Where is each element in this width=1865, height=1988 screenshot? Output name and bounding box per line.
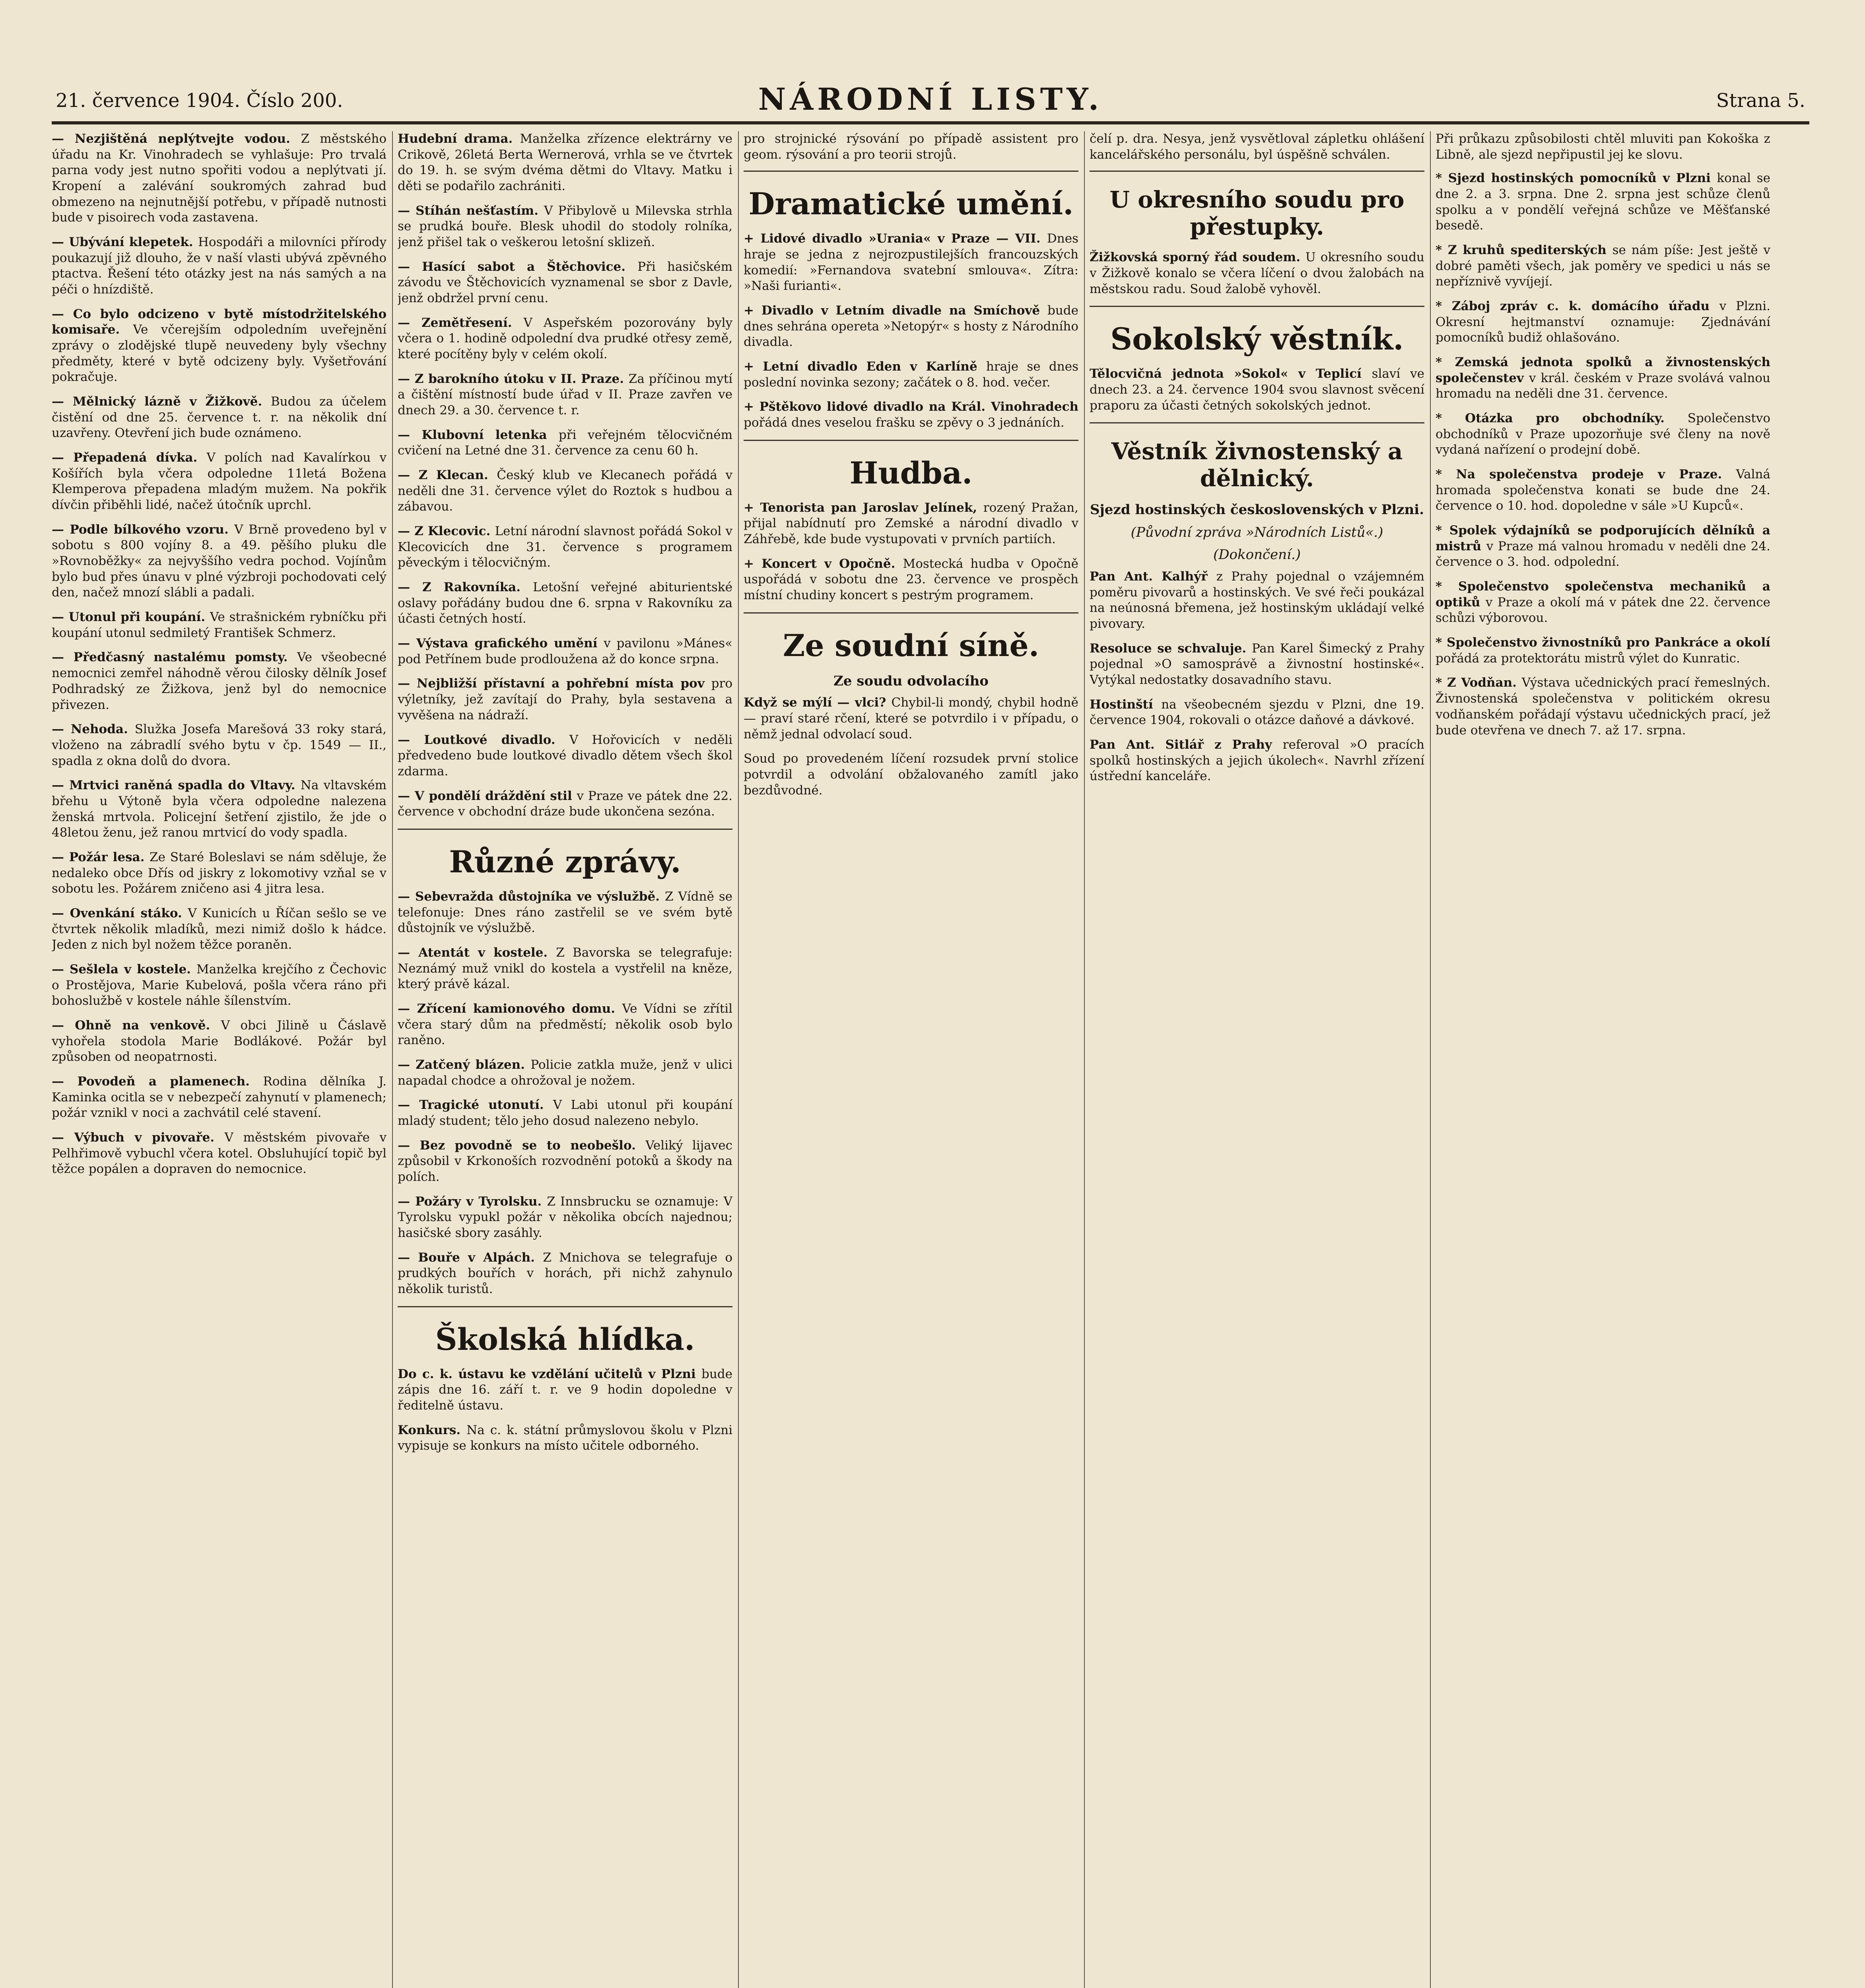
issue-info: 21. července 1904. Číslo 200.: [56, 89, 343, 112]
article-text: Služka Josefa Marešová 33 roky stará, vloženo na zábradlí svého bytu v čp. 1549 — II., spadla z okna dolů do dvora.: [52, 722, 387, 768]
article-title: — Požáry v Tyrolsku.: [398, 1194, 547, 1209]
article: [398, 732, 732, 780]
article: [52, 778, 387, 841]
article-text: Budou za účelem čistění od dne 25. července t. r. na několik dní uzavřeny. Otevření jich bude oznámeno.: [52, 394, 387, 441]
article-title: — Zatčený blázen.: [398, 1057, 531, 1072]
article-title: — Z Rakovníka.: [398, 580, 533, 595]
article-title: * Záboj zpráv c. k. domácího úřadu: [1436, 299, 1719, 314]
article-body: [398, 1097, 732, 1129]
article-text: V Hořovicích v neděli předvedeno bude loutkové divadlo dětem všech škol zdarma.: [398, 732, 732, 779]
section-divider: [398, 829, 732, 830]
article-body: [1436, 523, 1770, 570]
article-title: — Z barokního útoku v II. Praze.: [398, 371, 629, 386]
article-body: [398, 1367, 732, 1414]
article-title: — Mrtvici raněná spadla do Vltavy.: [52, 778, 301, 793]
article-text: při veřejném tělocvičném cvičení na Letné dne 31. července za cenu 60 h.: [398, 427, 732, 458]
article: [52, 307, 387, 385]
article-title: Resoluce se schvaluje.: [1090, 641, 1252, 656]
article: [1436, 523, 1770, 570]
article-body: [744, 359, 1078, 390]
article-title: + Pštěkovo lidové divadlo na Král. Vinohradech: [744, 400, 1078, 414]
column-intro: Při průkazu způsobilosti chtěl mluviti pan Kokoška z Libně, ale sjezd nepřipustil jej ke slovu.: [1436, 132, 1770, 162]
section-continuation-note: (Dokončení.): [1213, 547, 1301, 563]
article: [398, 1423, 732, 1454]
section-heading-vestnik-zivnostensky: Věstník živnostenský a dělnický.: [1111, 438, 1403, 492]
article-body: [1436, 355, 1770, 402]
article: [398, 1194, 732, 1241]
article-body: [1090, 250, 1424, 297]
column-intro: pro strojnické rýsování po případě assistent pro geom. rýsování a pro teorii strojů.: [744, 132, 1078, 162]
article-title: — Výstava grafického umění: [398, 636, 604, 651]
article-text: se nám píše: Jest ještě v dobré paměti všech, jak poměry ve spedici u nás se nepříznivě vyvíjejí.: [1436, 243, 1770, 289]
article: [1436, 171, 1770, 234]
article-title: * Sjezd hostinských pomocníků v Plzni: [1436, 171, 1717, 186]
article-title: — Zemětřesení.: [398, 315, 524, 330]
column-3: [744, 131, 1078, 1988]
article-list: [52, 131, 387, 1177]
article: [1090, 697, 1424, 728]
article-body: [398, 427, 732, 459]
article: [398, 259, 732, 307]
article-title: Pan Ant. Sitlář z Prahy: [1090, 737, 1283, 752]
column-4: [1090, 131, 1424, 1988]
article-list: [398, 889, 732, 1297]
article-text: v Praze a okolí má v pátek dne 22. července schůzi výborovou.: [1436, 595, 1770, 625]
article-title: — Požár lesa.: [52, 850, 150, 864]
article-title: — Nezjištěná neplýtvejte vodou.: [52, 132, 301, 146]
article-text: Letní národní slavnost pořádá Sokol v Klecovicích dne 31. července s programem pěveckým i tělocvičným.: [398, 524, 732, 570]
article-title: — Výbuch v pivovaře.: [52, 1130, 225, 1145]
article-text: na všeobecném sjezdu v Plzni, dne 19. července 1904, rokovali o otázce daňové a dávkové.: [1090, 697, 1424, 728]
article-text: Český klub ve Klecanech pořádá v neděli dne 31. července výlet do Roztok s hudbou a zábavou.: [398, 468, 732, 514]
section-heading-ze-soudni-sine: Ze soudní síně.: [783, 627, 1039, 663]
article: [398, 1138, 732, 1185]
article-body: [398, 1194, 732, 1241]
article-title: + Divadlo v Letním divadle na Smíchově: [744, 303, 1047, 318]
article-list: [1090, 569, 1424, 784]
article-body: [398, 1138, 732, 1185]
article-list: [398, 131, 732, 820]
article-list: [1436, 171, 1770, 738]
section-heading-ruzne-zpravy: Různé zprávy.: [449, 844, 681, 879]
article-text: slaví ve dnech 23. a 24. července 1904 svou slavnost svěcení praporu za účasti četných sokolských jednot.: [1090, 367, 1424, 413]
article-body: [398, 636, 732, 667]
section-divider: [1090, 306, 1424, 307]
article-title: Hostinští: [1090, 697, 1162, 712]
article: [1090, 250, 1424, 297]
article: [52, 1130, 387, 1177]
article: [52, 962, 387, 1009]
article-text: Veliký lijavec způsobil v Krkonoších rozvodnění potoků a škody na polích.: [398, 1138, 732, 1184]
article-text: pořádá za protektorátu mistrů výlet do Kunratic.: [1436, 651, 1740, 666]
article: [398, 524, 732, 571]
article: [744, 695, 1078, 742]
article-text: Dnes hraje se jedna z nejrozpustilejších francouzských komedií: »Fernandova svatební smlouva«. Zítra: »Naši furianti«.: [744, 231, 1078, 293]
article-title: — Zřícení kamionového domu.: [398, 1001, 622, 1016]
article-body: [398, 580, 732, 627]
article-text: Na vltavském břehu u Výtoně byla včera odpoledne nalezena ženská mrtvola. Policejní šetření zjistilo, že jde o 48letou ženu, jež ranou mrtvicí do vody spadla.: [52, 778, 387, 840]
article-text: Z Mnichova se telegrafuje o prudkých bouřích v horách, při nichž zahynulo několik turistů.: [398, 1250, 732, 1296]
article: [398, 427, 732, 459]
article-text: Za příčinou mytí a čištění místností bude úřad v II. Praze zavřen ve dnech 29. a 30. července t. r.: [398, 371, 732, 418]
article-list: [744, 695, 1078, 798]
article-title: — Nehoda.: [52, 722, 135, 737]
article: [744, 359, 1078, 390]
article-body: [398, 131, 732, 194]
article-body: [398, 889, 732, 936]
article-list: [398, 1367, 732, 1454]
article-body: [1090, 366, 1424, 414]
section-subheading: Ze soudu odvolacího: [833, 673, 989, 689]
article-text: Z Vídně se telefonuje: Dnes ráno zastřelil se ve svém bytě důstojník ve výslužbě.: [398, 889, 732, 936]
section-divider: [744, 171, 1078, 172]
article-text: V Aspeřském pozorovány byly včera o 1. hodině odpolední dva prudké otřesy země, které pocítěny byly v celém okolí.: [398, 315, 732, 362]
article: [744, 399, 1078, 431]
article-text: Manželka krejčího z Čechovic o Prostějova, Marie Kubelová, pošla včera ráno při bohoslužbě v kostele náhle šílenstvím.: [52, 962, 387, 1008]
article-text: Při hasičském závodu ve Štěchovicích vyznamenal se sbor z Davle, jenž obdržel první cenu.: [398, 259, 732, 306]
article-title: + Lidové divadlo »Urania« v Praze — VII.: [744, 231, 1047, 246]
article-text: V polích nad Kavalírkou v Košířích byla včera odpoledne 11letá Božena Klemperova přepadena mladým mužem. Na pokřik dívčin přiběhli lidé, načež útočník uprchl.: [52, 450, 387, 513]
article-text: V Brně provedeno byl v sobotu s 800 vojíny 8. a 49. pěšího pluku dle »Rovnoběžky« za nejvyššího vedra pochod. Vojínům bylo bud přes únavu v plné výzbroji pochodovati celý den, načež mnozí slábli a padali.: [52, 522, 387, 600]
article-text: v Plzni. Okresní hejtmanství oznamuje: Zjednávání pomocníků budiž ohlašováno.: [1436, 299, 1770, 345]
article-text: Ve Vídni se zřítil včera starý dům na předměstí; několik osob bylo raněno.: [398, 1001, 732, 1048]
section-divider: [1090, 422, 1424, 423]
article-body: [398, 945, 732, 992]
article-body: [744, 303, 1078, 350]
article-title: * Společenstvo společenstva mechaniků a optiků: [1436, 579, 1770, 610]
article-title: — Povodeň a plamenech.: [52, 1074, 263, 1089]
article-text: Pan Karel Šimecký z Prahy pojednal »O samosprávě a živnostní hostinské«. Vytýkal nedostatky dosavadního stavu.: [1090, 641, 1424, 687]
article-title: — Přepadená dívka.: [52, 450, 207, 465]
article: [744, 751, 1078, 798]
article: [52, 131, 387, 226]
article-body: [52, 650, 387, 713]
article: [1436, 467, 1770, 514]
column-1: [52, 131, 387, 1988]
article-body: [52, 1130, 387, 1177]
article: [52, 1018, 387, 1065]
article-title: Tělocvičná jednota »Sokol« v Teplicí: [1090, 367, 1372, 381]
article-title: — Z Klecovic.: [398, 524, 495, 539]
article-list: [1090, 250, 1424, 297]
article: [52, 722, 387, 769]
article-list: [744, 500, 1078, 604]
section-divider: [1090, 171, 1424, 172]
article-body: [1436, 579, 1770, 626]
article: [398, 889, 732, 936]
article-text: Z Innsbrucku se oznamuje: V Tyrolsku vypukl požár v několika obcích najednou; hasičské sbory zasáhly.: [398, 1194, 732, 1240]
article-list: [1090, 366, 1424, 414]
article-text: Na c. k. státní průmyslovou školu v Plzni vypisuje se konkurs na místo učitele odborného.: [398, 1423, 732, 1453]
article-title: — Nejbližší přístavní a pohřební místa pov: [398, 676, 711, 691]
article-body: [52, 906, 387, 953]
column-divider: [1430, 131, 1431, 1988]
article-body: [52, 131, 387, 226]
article: [398, 203, 732, 250]
article-text: Ve strašnickém rybníčku při koupání utonul sedmiletý František Schmerz.: [52, 610, 387, 640]
article-text: v Praze má valnou hromadu v neděli dne 24. července o 3. hod. odpolední.: [1436, 539, 1770, 569]
section-heading-skolska-hlidka: Školská hlídka.: [435, 1321, 695, 1357]
article-body: [1090, 697, 1424, 728]
article-text: V Přibylově u Milevska strhla se prudká bouře. Blesk uhodil do stodoly rolníka, jenž přišel tak o veškerou letošní sklizeň.: [398, 203, 732, 250]
article-body: [1436, 467, 1770, 514]
article-body: [52, 1074, 387, 1121]
article-text: hraje se dnes poslední novinka sezony; začátek o 8. hod. večer.: [744, 359, 1078, 390]
article-title: — V pondělí dráždění stil: [398, 788, 577, 803]
article: [744, 303, 1078, 350]
article-text: bude dnes sehrána opereta »Netopýr« s hosty z Národního divadla.: [744, 303, 1078, 349]
column-divider: [1084, 131, 1085, 1988]
article-body: [398, 788, 732, 820]
article-body: [52, 778, 387, 841]
section-divider: [398, 1306, 732, 1307]
article-text: referoval »O pracích spolků hostinských a jejich úkolech«. Navrhl zřízení ústřední kanceláře.: [1090, 737, 1424, 784]
section-source-note: (Původní zpráva »Národních Listů«.): [1131, 524, 1383, 540]
article: [52, 522, 387, 601]
article-body: [1436, 243, 1770, 290]
article-title: — Atentát v kostele.: [398, 945, 556, 960]
article-text: v pavilonu »Mánes« pod Petřínem bude prodloužena až do konce srpna.: [398, 636, 732, 666]
article-title: + Tenorista pan Jaroslav Jelínek,: [744, 500, 983, 515]
article-body: [398, 259, 732, 307]
article-text: v Praze ve pátek dne 22. července v obchodní dráze bude ukončena sezóna.: [398, 788, 732, 819]
article-title: — Podle bílkového vzoru.: [52, 522, 235, 537]
article-body: [1436, 411, 1770, 458]
section-heading-okresni-soud: U okresního soudu pro přestupky.: [1109, 186, 1405, 241]
article-text: Soud po provedeném líčení rozsudek první stolice potvrdil a odvolání obžalovaného zamítl jako bezdůvodné.: [744, 751, 1078, 798]
article-title: * Otázka pro obchodníky.: [1436, 411, 1688, 426]
article-body: [744, 751, 1078, 798]
article-title: — Ovenkání stáko.: [52, 906, 188, 920]
article-text: pro výletníky, jež zavítají do Prahy, byla sestavena a vyvěšena na nádraží.: [398, 676, 732, 722]
article-text: Policie zatkla muže, jenž v ulici napadal chodce a ohrožoval je nožem.: [398, 1057, 732, 1088]
article: [1090, 737, 1424, 784]
article-body: [52, 722, 387, 769]
article-body: [1436, 171, 1770, 234]
article: [398, 1250, 732, 1297]
article-title: Hudební drama.: [398, 132, 520, 146]
section-heading-dramaticke-umeni: Dramatické umění.: [748, 186, 1074, 222]
article-body: [52, 394, 387, 441]
article-title: * Společenstvo živnostníků pro Pankráce a okolí: [1436, 635, 1770, 650]
article-title: — Předčasný nastalému pomsty.: [52, 650, 297, 665]
article-text: Chybil-li mondý, chybil hodně — praví staré rčení, které se potvrdilo i v případu, o němž jednal odvolací soud.: [744, 695, 1078, 742]
article-title: * Na společenstva prodeje v Praze.: [1436, 467, 1736, 482]
article-title: * Z Vodňan.: [1436, 676, 1522, 690]
article: [398, 1367, 732, 1414]
article-body: [52, 1018, 387, 1065]
article-body: [398, 1250, 732, 1297]
article: [52, 850, 387, 897]
article: [52, 235, 387, 298]
article-body: [744, 695, 1078, 742]
article-title: Konkurs.: [398, 1423, 467, 1437]
article-title: — Tragické utonutí.: [398, 1098, 553, 1112]
article: [1436, 635, 1770, 666]
article: [52, 1074, 387, 1121]
article-title: + Koncert v Opočně.: [744, 556, 903, 571]
article-title: — Ohně na venkově.: [52, 1018, 221, 1033]
article-title: — Bouře v Alpách.: [398, 1250, 543, 1265]
column-2: [398, 131, 732, 1988]
article: [52, 450, 387, 513]
article-title: * Spolek výdajníků se podporujících dělníků a mistrů: [1436, 523, 1770, 553]
article-text: Z Bavorska se telegrafuje: Neznámý muž vnikl do kostela a vystřelil na kněze, který právě kázal.: [398, 945, 732, 992]
article-list: [744, 231, 1078, 431]
article: [398, 468, 732, 515]
article-body: [52, 307, 387, 385]
article-text: V Labi utonul při koupání mladý student; tělo jeho dosud nalezeno nebylo.: [398, 1098, 732, 1128]
article-body: [1090, 641, 1424, 688]
article-body: [744, 231, 1078, 294]
column-5: [1436, 131, 1770, 1988]
article-body: [398, 315, 732, 363]
article: [1436, 299, 1770, 346]
article-body: [398, 524, 732, 571]
article: [398, 945, 732, 992]
article-text: V Kunicích u Říčan sešlo se ve čtvrtek několik mladíků, mezi nimiž došlo k hádce. Jeden z nich byl nožem těžce poraněn.: [52, 906, 387, 952]
article: [1090, 569, 1424, 632]
article-title: — Ubývání klepetek.: [52, 235, 198, 250]
article-title: + Letní divadlo Eden v Karlíně: [744, 359, 986, 374]
article-title: — Loutkové divadlo.: [398, 732, 569, 747]
article-title: * Z kruhů spediterských: [1436, 243, 1612, 258]
article: [398, 580, 732, 627]
article-text: rozený Pražan, přijal nabídnutí pro Zemské a národní divadlo v Záhřebě, kde bude vystupovati v prvních partiích.: [744, 500, 1078, 547]
article-text: Mostecká hudba v Opočně uspořádá v sobotu dne 23. července ve prospěch místní chudiny koncert s pestrým programem.: [744, 556, 1078, 603]
article-title: Když se mýlí — vlci?: [744, 695, 892, 710]
page-number: Strana 5.: [1716, 89, 1805, 112]
article-body: [52, 450, 387, 513]
article-body: [1436, 635, 1770, 666]
article-body: [398, 1001, 732, 1048]
article: [744, 500, 1078, 547]
article: [398, 131, 732, 194]
article-title: — Co bylo odcizeno v bytě místodržitelského komisaře.: [52, 307, 387, 337]
article-title: — Sešlela v kostele.: [52, 962, 197, 977]
article-text: V městském pivovaře v Pelhřimově vybuchl včera kotel. Obsluhující topič byl těžce popálen a dopraven do nemocnice.: [52, 1130, 387, 1176]
article: [52, 394, 387, 441]
article-text: Manželka zřízence elektrárny ve Crikově, 26letá Berta Wernerová, vrhla se ve čtvrtek do 19. h. se svým dvéma dětmi do Vltavy. Matku i děti se podařilo zachrániti.: [398, 132, 732, 194]
section-divider: [744, 612, 1078, 613]
article-body: [52, 850, 387, 897]
article-title: Pan Ant. Kalhýř: [1090, 569, 1216, 584]
article-body: [52, 610, 387, 641]
article-text: V obci Jilině u Čáslavě vyhořela stodola Marie Bodlákové. Požár byl způsoben od neopatrnosti.: [52, 1018, 387, 1064]
article-title: Do c. k. ústavu ke vzdělání učitelů v Plzni: [398, 1367, 701, 1381]
article-body: [744, 556, 1078, 604]
article-title: — Klubovní letenka: [398, 427, 559, 442]
article-text: z Prahy pojednal o vzájemném poměru pivovarů a hostinských. Ve své řeči poukázal na neúnosná břemena, jež hostinským ukládají velké pivovary.: [1090, 569, 1424, 631]
article: [398, 1001, 732, 1048]
article-text: Ve všeobecné nemocnici zemřel náhodně věrou čilosky dělník Josef Podhradský ze Žižkova, jenž byl do nemocnice přivezen.: [52, 650, 387, 712]
article-title: — Hasící sabot a Štěchovice.: [398, 259, 638, 274]
article-body: [398, 468, 732, 515]
article-text: Hospodáři a milovníci přírody poukazují již dlouho, že v naší vlasti ubývá zpěvného ptactva. Řešení této otázky jest na nás samých a na péči o hnízdiště.: [52, 235, 387, 297]
column-divider: [738, 131, 739, 1988]
article-body: [52, 235, 387, 298]
article-text: bude zápis dne 16. září t. r. ve 9 hodin dopoledne v ředitelně ústavu.: [398, 1367, 732, 1413]
article: [398, 371, 732, 419]
article-title: — Utonul při koupání.: [52, 610, 210, 625]
article-body: [398, 203, 732, 250]
article-body: [398, 371, 732, 419]
article: [398, 788, 732, 820]
article-text: Valná hromada společenstva konati se bude dne 24. července o 10. hod. dopoledne v sále »U Kupců«.: [1436, 467, 1770, 513]
article-text: U okresního soudu v Žižkově konalo se včera líčení o dvou žalobách na městskou radu. Soud žalobě vyhověl.: [1090, 250, 1424, 296]
article: [1436, 355, 1770, 402]
article-body: [744, 399, 1078, 431]
article-body: [398, 1423, 732, 1454]
article: [744, 231, 1078, 294]
article-text: Letošní veřejné abiturientské oslavy pořádány budou dne 6. srpna v Rakovníku za účasti četných hostí.: [398, 580, 732, 626]
article-title: — Z Klecan.: [398, 468, 497, 483]
article: [398, 676, 732, 723]
section-divider: [744, 440, 1078, 441]
article-title: — Stíhán nešťastím.: [398, 203, 544, 218]
article-text: Ve včerejším odpoledním uveřejnění zprávy o zlodějské tlupě neuvedeny byly všechny předměty, které v bytě odcizeny byly. Vyšetřování pokračuje.: [52, 322, 387, 384]
article: [398, 315, 732, 363]
article: [1090, 641, 1424, 688]
article-body: [52, 962, 387, 1009]
article: [52, 650, 387, 713]
article: [52, 610, 387, 641]
article-body: [1090, 569, 1424, 632]
article: [398, 636, 732, 667]
article-text: Ze Staré Boleslavi se nám sděluje, že nedaleko obce Dřís od jiskry z lokomotivy vzňal se v sobotu les. Požárem zničeno asi 4 jitra lesa.: [52, 850, 387, 896]
article: [1436, 411, 1770, 458]
section-heading-hudba: Hudba.: [849, 455, 973, 491]
article-body: [1436, 299, 1770, 346]
section-subheading: Sjezd hostinských československých v Plzni.: [1090, 502, 1424, 518]
column-divider: [392, 131, 393, 1988]
article-body: [1090, 737, 1424, 784]
masthead: [52, 78, 1809, 124]
article-text: Výstava učednických prací řemeslných. Živnostenská společenstva v politickém okresu vodňanském pořádají výstavu učednických prací, jež bude otevřena ve dnech 7. až 17. srpna.: [1436, 676, 1770, 738]
article-body: [744, 500, 1078, 547]
section-heading-sokolsky-vestnik: Sokolský věstník.: [1110, 321, 1404, 357]
article-text: pořádá dnes veselou frašku se zpěvy o 3 jednáních.: [744, 415, 1065, 430]
article: [744, 556, 1078, 604]
article-text: Rodina dělníka J. Kaminka ocitla se v nebezpečí zahynutí v plamenech; požár vznikl v noci a zachvátil celé stavení.: [52, 1074, 387, 1120]
article-text: Společenstvo obchodníků v Praze upozorňuje své členy na nově vydaná nařízení o prodejní době.: [1436, 411, 1770, 457]
newspaper-title: NÁRODNÍ LISTY.: [758, 82, 1103, 117]
article: [1090, 366, 1424, 414]
article-title: — Bez povodně se to neobešlo.: [398, 1138, 646, 1153]
article: [1436, 675, 1770, 738]
article-title: — Sebevražda důstojníka ve výslužbě.: [398, 889, 665, 904]
article: [398, 1097, 732, 1129]
article-body: [398, 732, 732, 780]
article-body: [52, 522, 387, 601]
article-title: — Mělnický lázně v Žižkově.: [52, 394, 271, 409]
article-title: * Zemská jednota spolků a živnostenských společenstev: [1436, 355, 1770, 385]
article-text: konal se dne 2. a 3. srpna. Dne 2. srpna jest schůze členů spolku a v pondělí veřejná schůze ve Měšťanské besedě.: [1436, 171, 1770, 233]
column-intro: čelí p. dra. Nesya, jenž vysvětloval zápletku ohlášení kancelářského personálu, byl úspěšně schválen.: [1090, 132, 1424, 162]
article: [52, 906, 387, 953]
article-title: Žižkovská sporný řád soudem.: [1090, 250, 1306, 265]
article-body: [398, 676, 732, 723]
article-body: [1436, 675, 1770, 738]
article: [1436, 243, 1770, 290]
article: [1436, 579, 1770, 626]
article-body: [398, 1057, 732, 1089]
article-text: Z městského úřadu na Kr. Vinohradech se vyhlašuje: Pro trvalá parna vody jest nutno spořiti vodou a neplýtvati jí. Kropení a zalévání soukromých zahrad bud obmezeno na nejnutnější potřebu, v případě nutnosti bude v pisoirech voda zastavena.: [52, 132, 387, 225]
article-text: v král. českém v Praze svolává valnou hromadu na neděli dne 31. července.: [1436, 371, 1770, 401]
article: [398, 1057, 732, 1089]
